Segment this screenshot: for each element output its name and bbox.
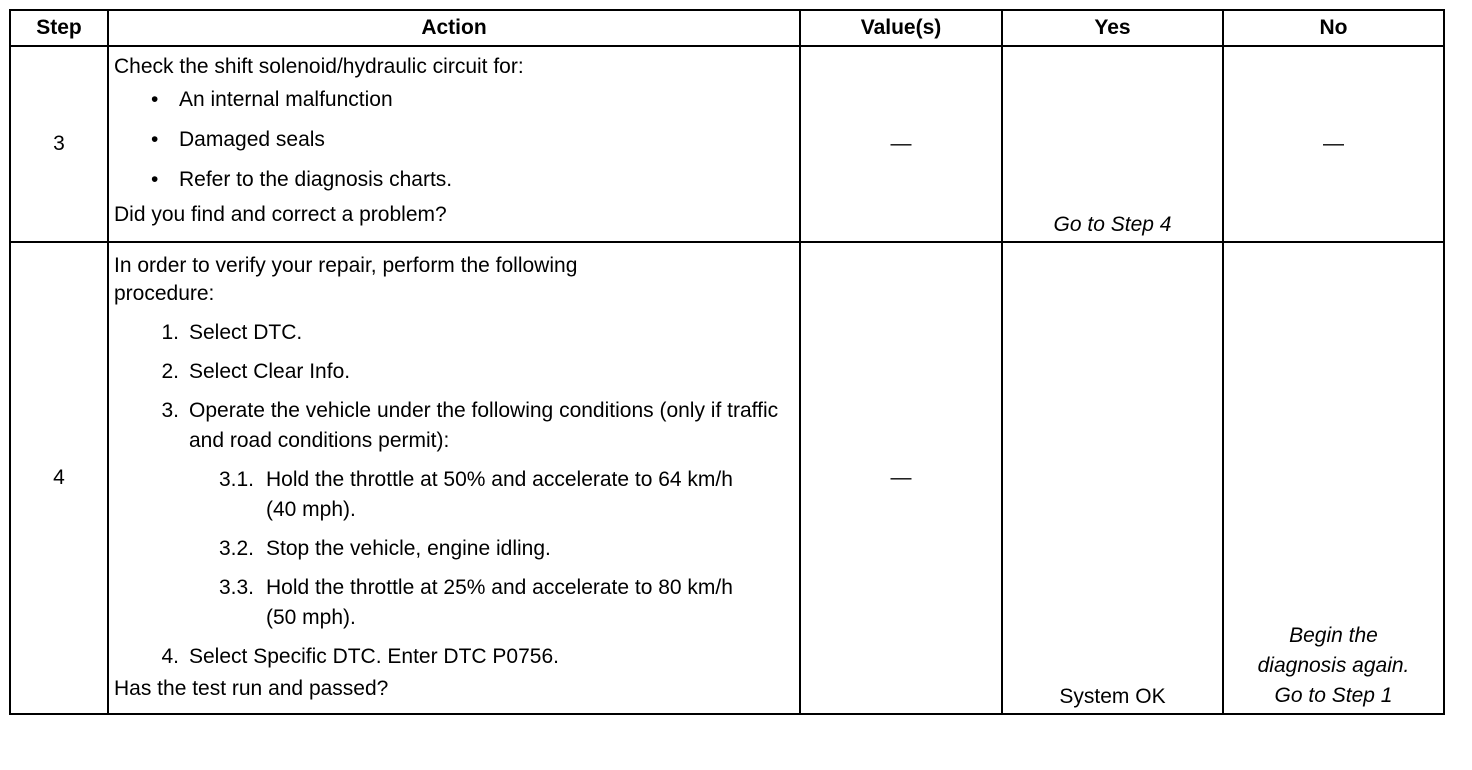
no-cell — [1223, 242, 1444, 714]
step-number: 4 — [10, 242, 108, 714]
value-cell — [800, 242, 1002, 714]
list-item: • An internal malfunction — [151, 88, 393, 111]
action-cell — [108, 46, 800, 242]
diagnostic-table — [9, 9, 1445, 715]
list-item: 2. Select Clear Info. — [161, 360, 351, 383]
header-yes: Yes — [1002, 10, 1223, 46]
yes-cell — [1002, 46, 1223, 242]
list-item: 3.2. Stop the vehicle, engine idling. — [218, 537, 551, 560]
list-item: 3.1. Hold the throttle at 50% and accelerate to 64 km/h (40 mph). — [218, 468, 733, 521]
action-intro: procedure: — [114, 282, 215, 305]
no-text: Go to Step 1 — [1274, 684, 1393, 707]
yes-text: System OK — [1059, 685, 1166, 708]
header-row — [10, 10, 1444, 46]
header-no: No — [1223, 10, 1444, 46]
no-text: diagnosis again. — [1257, 654, 1410, 677]
value-text: — — [890, 132, 912, 155]
list-item: 4. Select Specific DTC. Enter DTC P0756. — [161, 645, 559, 668]
action-question: Did you find and correct a problem? — [114, 203, 447, 226]
header-values: Value(s) — [800, 10, 1002, 46]
step-number: 3 — [10, 46, 108, 242]
table-row — [10, 242, 1444, 714]
value-text: — — [890, 466, 912, 489]
list-item: 3. Operate the vehicle under the following conditions (only if traffic and road conditions permit): — [161, 399, 779, 452]
list-item: • Damaged seals — [151, 128, 325, 151]
action-intro: In order to verify your repair, perform the following — [114, 254, 578, 277]
header-step: Step — [10, 10, 108, 46]
no-text: Begin the — [1289, 624, 1378, 647]
value-cell — [800, 46, 1002, 242]
action-cell — [108, 242, 800, 714]
action-intro: Check the shift solenoid/hydraulic circuit for: — [114, 55, 524, 78]
list-item: 1. Select DTC. — [161, 321, 303, 344]
no-text: — — [1323, 132, 1344, 155]
table-row — [10, 46, 1444, 242]
header-action: Action — [108, 10, 800, 46]
action-question: Has the test run and passed? — [114, 677, 389, 700]
list-item: 3.3. Hold the throttle at 25% and accelerate to 80 km/h (50 mph). — [218, 576, 733, 629]
no-cell — [1223, 46, 1444, 242]
list-item: • Refer to the diagnosis charts. — [151, 168, 453, 191]
yes-cell — [1002, 242, 1223, 714]
yes-text: Go to Step 4 — [1053, 213, 1172, 236]
